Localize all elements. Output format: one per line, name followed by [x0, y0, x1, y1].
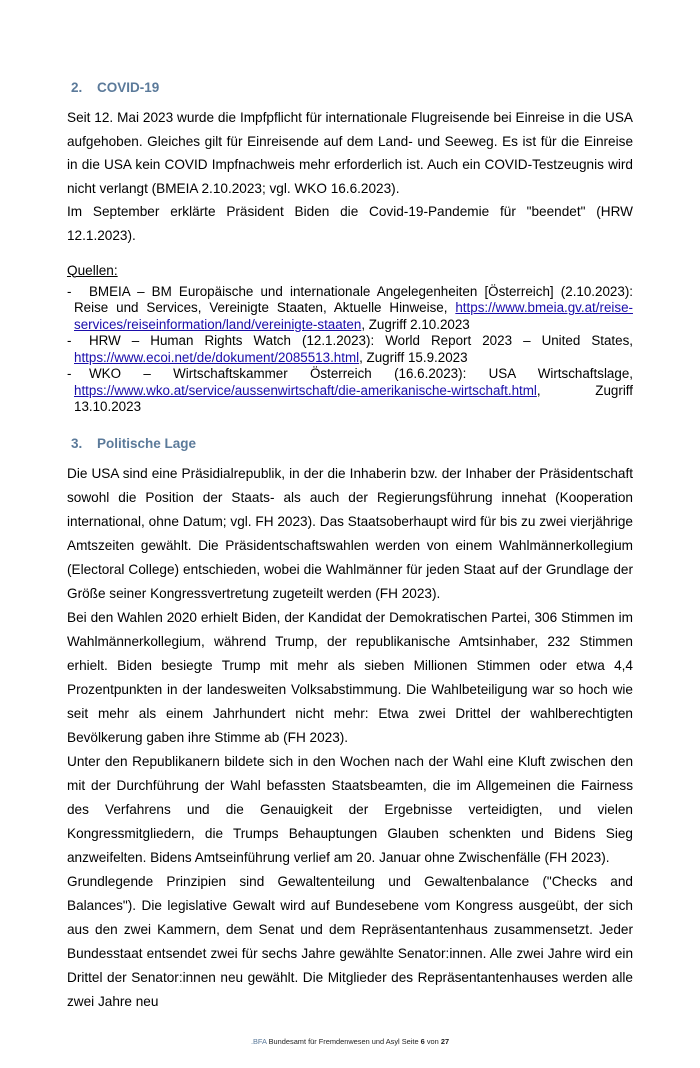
- list-dash: -: [67, 333, 72, 349]
- source-item: [67, 284, 633, 334]
- footer-of-label: von: [426, 1036, 439, 1046]
- source-item: [67, 333, 633, 366]
- source-item: [67, 366, 633, 416]
- list-dash: -: [67, 366, 72, 382]
- sources-label: Quellen:: [67, 262, 118, 278]
- section-title: COVID-19: [97, 80, 160, 95]
- source-link[interactable]: https://www.wko.at/service/aussenwirtschaft/die-amerikanische-wirtschaft.html: [74, 382, 537, 398]
- section-heading-covid: [71, 78, 633, 98]
- footer-org: Bundesamt für Fremdenwesen und Asyl: [268, 1036, 400, 1046]
- footer-page-total: 27: [440, 1036, 450, 1046]
- section-number: 2.: [71, 80, 83, 95]
- source-link[interactable]: https://www.bmeia.gv.at/reise-services/reiseinformation/land/vereinigte-staaten: [74, 300, 633, 332]
- section-number: 3.: [71, 435, 83, 451]
- source-link[interactable]: https://www.ecoi.net/de/dokument/2085513.html: [74, 349, 360, 365]
- list-dash: -: [67, 283, 72, 299]
- source-access: , Zugriff 2.10.2023: [361, 316, 470, 332]
- footer-page-label: Seite: [401, 1036, 419, 1046]
- bfa-logo: .BFA: [250, 1036, 267, 1046]
- source-text: WKO – Wirtschaftskammer Österreich (16.6.2023): USA Wirtschaftslage,: [89, 366, 633, 382]
- source-text: BMEIA – BM Europäische und internationale Angelegenheiten [Österreich] (2.10.2023): Reise und Services, Vereinigte Staaten, Aktuelle Hinweise,: [74, 283, 633, 316]
- source-access: , Zugriff 15.9.2023: [359, 349, 468, 365]
- section-title: Politische Lage: [97, 435, 197, 451]
- paragraph: Die USA sind eine Präsidialrepublik, in der die Inhaberin bzw. der Inhaber der Präsidentschaft sowohl die Position der Staats- als auch der Regierungsführung innehat (Kooperation international, ohne Datum; vgl. FH 2023). Das Staatsoberhaupt wird für bis zu zwei vierjährige Amtszeiten gewählt. Die Präsidentschaftswahlen werden von einem Wahlmännerkollegium (Electoral College) entschieden, wobei die Wahlmänner für jeden Staat auf der Grundlage der Größe seiner Kongressvertretung zugeteilt werden (FH 2023).: [67, 465, 633, 601]
- paragraph: Seit 12. Mai 2023 wurde die Impfpflicht für internationale Flugreisende bei Einreise in die USA aufgehoben. Gleiches gilt für Einreisende auf dem Land- und Seeweg. Es ist für die Einreise in die USA kein COVID Impfnachweis mehr erforderlich ist. Auch ein COVID-Testzeugnis wird nicht verlangt (BMEIA 2.10.2023; vgl. WKO 16.6.2023).: [67, 110, 633, 196]
- page-footer: [0, 1036, 700, 1068]
- paragraph: Grundlegende Prinzipien sind Gewaltenteilung und Gewaltenbalance ("Checks and Balances"). Die legislative Gewalt wird auf Bundesebene vom Kongress ausgeübt, der sich aus den zwei Kammern, dem Senat und dem Repräsentantenhaus zusammensetzt. Jeder Bundesstaat entsendet zwei für sechs Jahre gewählte Senator:innen. Alle zwei Jahre wird ein Drittel der Senator:innen neu gewählt. Die Mitglieder des Repräsentantenhauses werden alle zwei Jahre neu: [67, 873, 633, 1009]
- section-heading-politische-lage: [71, 434, 633, 454]
- source-text: HRW – Human Rights Watch (12.1.2023): World Report 2023 – United States,: [89, 333, 633, 349]
- source-access: , Zugriff 13.10.2023: [74, 382, 633, 415]
- paragraph: Bei den Wahlen 2020 erhielt Biden, der Kandidat der Demokratischen Partei, 306 Stimmen im Wahlmännerkollegium, während Trump, der republikanische Amtsinhaber, 232 Stimmen erhielt. Biden besiegte Trump mit mehr als sieben Millionen Stimmen oder etwa 4,4 Prozentpunkten in der landesweiten Volksabstimmung. Die Wahlbeteiligung war so hoch wie seit mehr als einem Jahrhundert nicht mehr: Etwa zwei Drittel der wahlberechtigten Bevölkerung gaben ihre Stimme ab (FH 2023).: [67, 609, 633, 745]
- paragraph: Unter den Republikanern bildete sich in den Wochen nach der Wahl eine Kluft zwischen den mit der Durchführung der Wahl befassten Staatsbeamten, die im Allgemeinen die Fairness des Verfahrens und die Genauigkeit der Ergebnisse verteidigten, und vielen Kongressmitgliedern, die Trumps Behauptungen Glauben schenkten und Bidens Sieg anzweifelten. Bidens Amtseinführung verlief am 20. Januar ohne Zwischenfälle (FH 2023).: [67, 753, 633, 865]
- paragraph: Im September erklärte Präsident Biden die Covid-19-Pandemie für "beendet" (HRW 12.1.2023).: [67, 204, 633, 243]
- footer-page-number: 6: [420, 1036, 425, 1046]
